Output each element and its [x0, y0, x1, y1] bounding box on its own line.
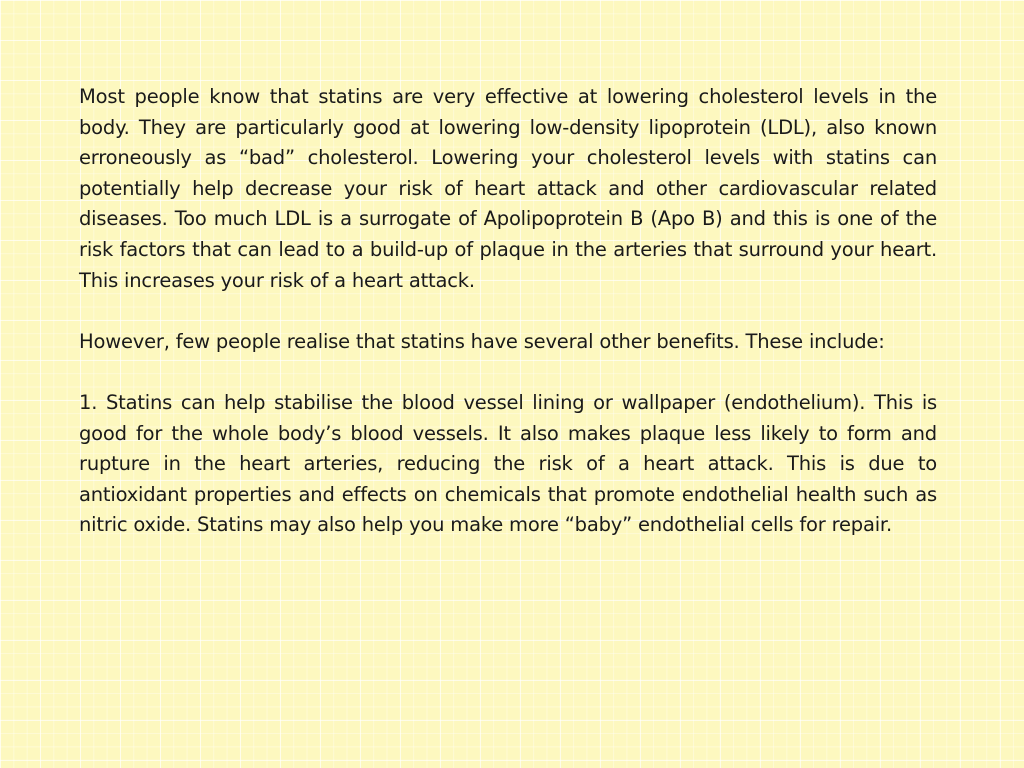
slide-body-text	[79, 82, 937, 572]
paragraph-benefit-endothelium: 1. Statins can help stabilise the blood vessel lining or wallpaper (endothelium). This is good for the whole body’s blood vessels. It also makes plaque less likely to form and rupture in the heart arteries, reducing the risk of a heart attack. This is due to antioxidant properties and effects on chemicals that promote endothelial health such as nitric oxide. Statins may also help you make more “baby” endothelial cells for repair.	[79, 390, 937, 537]
paragraph-other-benefits-intro: However, few people realise that statins have several other benefits. These include:	[79, 329, 885, 353]
paragraph-statins-ldl: Most people know that statins are very effective at lowering cholesterol levels in the body. They are particularly good at lowering low-density lipoprotein (LDL), also known erroneously as “bad” cholesterol. Lowering your cholesterol levels with statins can potentially help decrease your risk of heart attack and other cardiovascular related diseases. Too much LDL is a surrogate of Apolipoprotein B (Apo B) and this is one of the risk factors that can lead to a build-up of plaque in the arteries that surround your heart. This increases your risk of a heart attack.	[79, 85, 937, 292]
